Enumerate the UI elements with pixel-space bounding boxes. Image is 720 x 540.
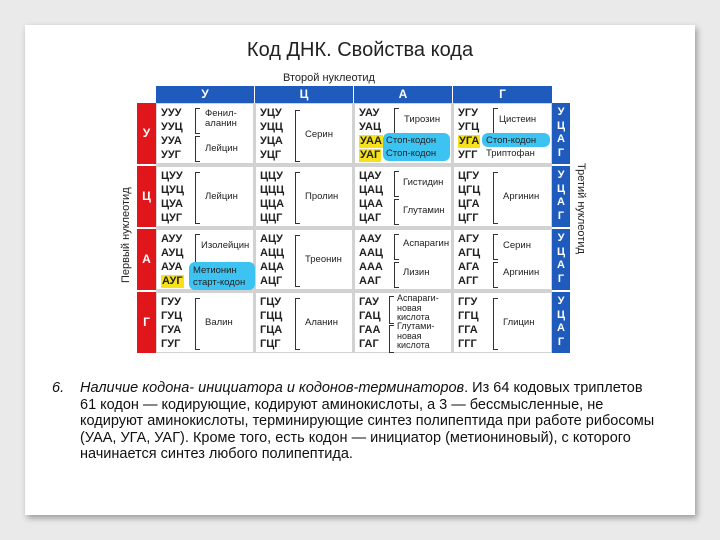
- third-letter: Ц: [556, 182, 566, 195]
- codon: ЦГЦ: [458, 184, 481, 196]
- third-letters: [552, 292, 570, 353]
- amino-acid-label: Изолейцин: [201, 240, 250, 251]
- codon: ААУ: [359, 233, 382, 245]
- codon: АУЦ: [161, 247, 184, 259]
- third-nucleotide-axis: [573, 103, 591, 353]
- third-letter: Г: [557, 272, 565, 285]
- codon: ГУУ: [161, 296, 181, 308]
- third-nucleotide-label: Третий нуклеотид: [575, 163, 587, 254]
- third-letter: А: [557, 196, 565, 208]
- codon: АГУ: [458, 233, 480, 245]
- third-letter: У: [557, 295, 565, 307]
- codon: УГУ: [458, 107, 478, 119]
- amino-acid-label: Валин: [205, 317, 233, 328]
- bracket: [394, 108, 399, 134]
- bracket: [394, 262, 399, 288]
- third-letter: У: [557, 232, 565, 244]
- codon: УЦЦ: [260, 121, 283, 133]
- codon: АУУ: [161, 233, 183, 245]
- second-nucleotide-label: Второй нуклеотид: [283, 72, 375, 84]
- third-letter: У: [557, 106, 565, 118]
- point-text: [80, 380, 662, 463]
- row-head: У: [137, 103, 156, 164]
- amino-acid-label: Лейцин: [205, 143, 238, 154]
- third-letter: У: [557, 169, 565, 181]
- bracket: [389, 296, 394, 324]
- codon: УГА: [459, 135, 480, 147]
- amino-acid-label: Тирозин: [404, 114, 441, 125]
- codon: АЦА: [260, 261, 284, 273]
- codon: ГГЦ: [458, 310, 479, 322]
- codon: АУА: [161, 261, 183, 273]
- codon: ЦГГ: [458, 212, 479, 224]
- third-letters: [552, 166, 570, 227]
- third-letter: А: [557, 322, 565, 334]
- row-head: А: [137, 229, 156, 290]
- codon: ААГ: [359, 275, 382, 287]
- codon: ЦГА: [458, 198, 480, 210]
- bracket: [295, 298, 300, 350]
- row-head: Г: [137, 292, 156, 353]
- bracket: [394, 234, 399, 260]
- amino-acid-label: Гистидин: [403, 177, 444, 188]
- third-letters: [552, 229, 570, 290]
- codon: УУЦ: [161, 121, 183, 133]
- codon: УЦА: [260, 135, 283, 147]
- slide-title: Код ДНК. Свойства кода: [246, 39, 474, 61]
- codon: АГЦ: [458, 247, 481, 259]
- point-number: 6.: [52, 380, 65, 396]
- third-letter: А: [557, 259, 565, 271]
- amino-acid-label: Стоп-кодон: [386, 148, 437, 159]
- bracket: [295, 235, 300, 287]
- codon: УЦГ: [260, 149, 282, 161]
- codon: ГЦГ: [260, 338, 281, 350]
- bracket: [394, 199, 399, 225]
- col-head-u: У: [156, 86, 254, 103]
- codon: АГА: [458, 261, 480, 273]
- amino-acid-label: Треонин: [305, 254, 342, 265]
- col-head-c: Ц: [255, 86, 353, 103]
- codon: ЦУЦ: [161, 184, 184, 196]
- codon: ЦАА: [359, 198, 383, 210]
- row-head: Ц: [137, 166, 156, 227]
- amino-acid-label: Аспарагин: [403, 238, 450, 249]
- amino-acid-label: Аргинин: [503, 191, 540, 202]
- amino-acid-label: Триптофан: [486, 148, 535, 159]
- codon: ЦАЦ: [359, 184, 384, 196]
- codon: УУУ: [161, 107, 182, 119]
- first-nucleotide-axis: [118, 103, 134, 353]
- third-letter: Г: [557, 146, 565, 159]
- codon: АЦЦ: [260, 247, 285, 259]
- codon: АЦУ: [260, 233, 283, 245]
- codon: ГУЦ: [161, 310, 183, 322]
- codon: УУА: [161, 135, 182, 147]
- bracket: [493, 262, 498, 288]
- first-nucleotide-label: Первый нуклеотид: [120, 187, 132, 283]
- codon: ГГА: [458, 324, 478, 336]
- bracket: [389, 325, 394, 353]
- codon: УГЦ: [458, 121, 480, 133]
- bracket: [195, 172, 200, 224]
- bracket: [295, 172, 300, 224]
- bracket: [493, 108, 498, 134]
- third-letter: Ц: [556, 308, 566, 321]
- codon: ГАЦ: [359, 310, 381, 322]
- property-paragraph: [52, 380, 662, 463]
- codon: УАЦ: [359, 121, 381, 133]
- codon: ГУГ: [161, 338, 181, 350]
- codon: УАА: [360, 135, 382, 147]
- amino-acid-label: Серин: [305, 129, 333, 140]
- col-head-g: Г: [453, 86, 552, 103]
- codon: ЦУГ: [161, 212, 183, 224]
- col-head-a: А: [354, 86, 452, 103]
- codon: ААЦ: [359, 247, 383, 259]
- codon: ЦАУ: [359, 170, 382, 182]
- codon: ГЦЦ: [260, 310, 283, 322]
- codon: ЦЦУ: [260, 170, 283, 182]
- amino-acid-label: Цистеин: [499, 114, 537, 125]
- amino-acid-label: Глутами- новая кислота: [397, 321, 435, 350]
- amino-acid-label: Аспараги- новая кислота: [397, 293, 439, 322]
- bracket: [493, 234, 498, 260]
- third-letter: А: [557, 133, 565, 145]
- amino-acid-label: Фенил- аланин: [205, 108, 237, 129]
- codon: ЦЦЦ: [260, 184, 285, 196]
- codon: АЦГ: [260, 275, 283, 287]
- amino-acid-label: Стоп-кодон: [386, 135, 437, 146]
- codon: ЦАГ: [359, 212, 382, 224]
- bracket: [195, 298, 200, 350]
- third-letter: Г: [557, 209, 565, 222]
- point-rest: . Из 64 кодовых триплетов 61 кодон — кодирующие, кодируют аминокислоты, а 3 — бессмысленные, не кодируют аминокислоты, терминирующие синтез полипептида при работе рибосомы (УАА, УГА, УАГ). Кроме того, есть кодон — инициатор (метиониновый), с которого начинается синтез любого полипептида.: [80, 380, 655, 462]
- codon: ААА: [359, 261, 383, 273]
- codon: УУГ: [161, 149, 181, 161]
- codon: УАУ: [359, 107, 380, 119]
- codon: ЦЦГ: [260, 212, 283, 224]
- codon: ГЦА: [260, 324, 283, 336]
- amino-acid-label: Глутамин: [403, 205, 445, 216]
- amino-acid-label: Метионин старт-кодон: [193, 265, 246, 288]
- amino-acid-label: Пролин: [305, 191, 339, 202]
- codon: ЦГУ: [458, 170, 480, 182]
- codon: АУГ: [162, 275, 183, 287]
- codon: ЦЦА: [260, 198, 285, 210]
- amino-acid-label: Аланин: [305, 317, 338, 328]
- codon: УЦУ: [260, 107, 282, 119]
- amino-acid-label: Стоп-кодон: [486, 135, 537, 146]
- amino-acid-label: Лейцин: [205, 191, 238, 202]
- bracket: [195, 136, 200, 162]
- amino-acid-label: Аргинин: [503, 267, 540, 278]
- third-letters: [552, 103, 570, 164]
- codon: УГГ: [458, 149, 478, 161]
- bracket: [295, 110, 300, 162]
- amino-acid-label: Серин: [503, 240, 531, 251]
- codon: ГЦУ: [260, 296, 282, 308]
- codon: ГГГ: [458, 338, 477, 350]
- codon: ГГУ: [458, 296, 478, 308]
- codon: ЦУА: [161, 198, 183, 210]
- bracket: [493, 298, 498, 350]
- third-letter: Ц: [556, 119, 566, 132]
- codon: УАГ: [360, 149, 381, 161]
- point-italic: Наличие кодона- инициатора и кодонов-терминаторов: [80, 380, 465, 396]
- bracket: [394, 171, 399, 197]
- third-letter: Ц: [556, 245, 566, 258]
- bracket: [195, 108, 200, 134]
- codon: ГАУ: [359, 296, 379, 308]
- third-letter: Г: [557, 335, 565, 348]
- amino-acid-label: Глицин: [503, 317, 535, 328]
- codon: АГГ: [458, 275, 479, 287]
- codon: ЦУУ: [161, 170, 183, 182]
- codon: ГУА: [161, 324, 182, 336]
- amino-acid-label: Лизин: [403, 267, 430, 278]
- codon: ГАГ: [359, 338, 379, 350]
- bracket: [493, 172, 498, 224]
- codon: ГАА: [359, 324, 381, 336]
